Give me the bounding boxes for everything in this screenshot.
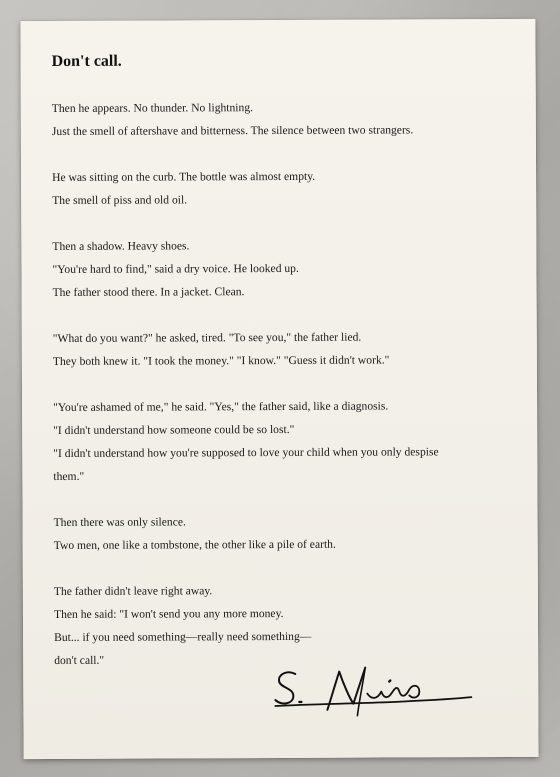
stanza: [52, 233, 517, 304]
text-line: The smell of piss and old oil.: [52, 193, 188, 207]
text-line: Then there was only silence.: [53, 515, 186, 529]
text-line: "What do you want?" he asked, tired. "To see you," the father lied.: [52, 330, 362, 345]
text-line: But... if you need something—really need something—: [54, 629, 312, 644]
text-line: Just the smell of aftershave and bitterness. The silence between two strangers.: [51, 123, 414, 138]
text-line: Two men, one like a tombstone, the other like a pile of earth.: [53, 537, 336, 552]
stanza: [53, 325, 518, 373]
text-line: them.": [53, 469, 85, 483]
text-line: don't call.": [54, 653, 105, 667]
stanza: [52, 164, 517, 212]
document-title: Don't call.: [51, 52, 122, 70]
text-line: "You're ashamed of me," he said. "Yes," the father said, like a diagnosis.: [53, 399, 389, 414]
text-line: The father stood there. In a jacket. Clean.: [52, 285, 245, 299]
paper-sheet: [20, 19, 538, 759]
stanza: [53, 394, 518, 488]
text-line: They both knew it. "I took the money." "I know." "Guess it didn't work.": [52, 353, 390, 368]
stanza: [54, 578, 519, 672]
handwritten-signature: [273, 659, 473, 720]
text-line: "I didn't understand how someone could be so lost.": [53, 422, 295, 437]
text-line: "I didn't understand how you're supposed to love your child when you only despise: [53, 445, 439, 460]
text-line: He was sitting on the curb. The bottle was almost empty.: [52, 169, 316, 184]
stanza: [52, 95, 517, 143]
text-line: Then a shadow. Heavy shoes.: [52, 239, 190, 253]
stanza: [54, 509, 519, 557]
text-line: "You're hard to find," said a dry voice. He looked up.: [52, 261, 299, 276]
text-line: The father didn't leave right away.: [53, 584, 213, 598]
document-body: [52, 95, 520, 695]
text-line: Then he said: "I won't send you any more money.: [53, 606, 284, 621]
text-line: Then he appears. No thunder. No lightning.: [51, 101, 254, 115]
